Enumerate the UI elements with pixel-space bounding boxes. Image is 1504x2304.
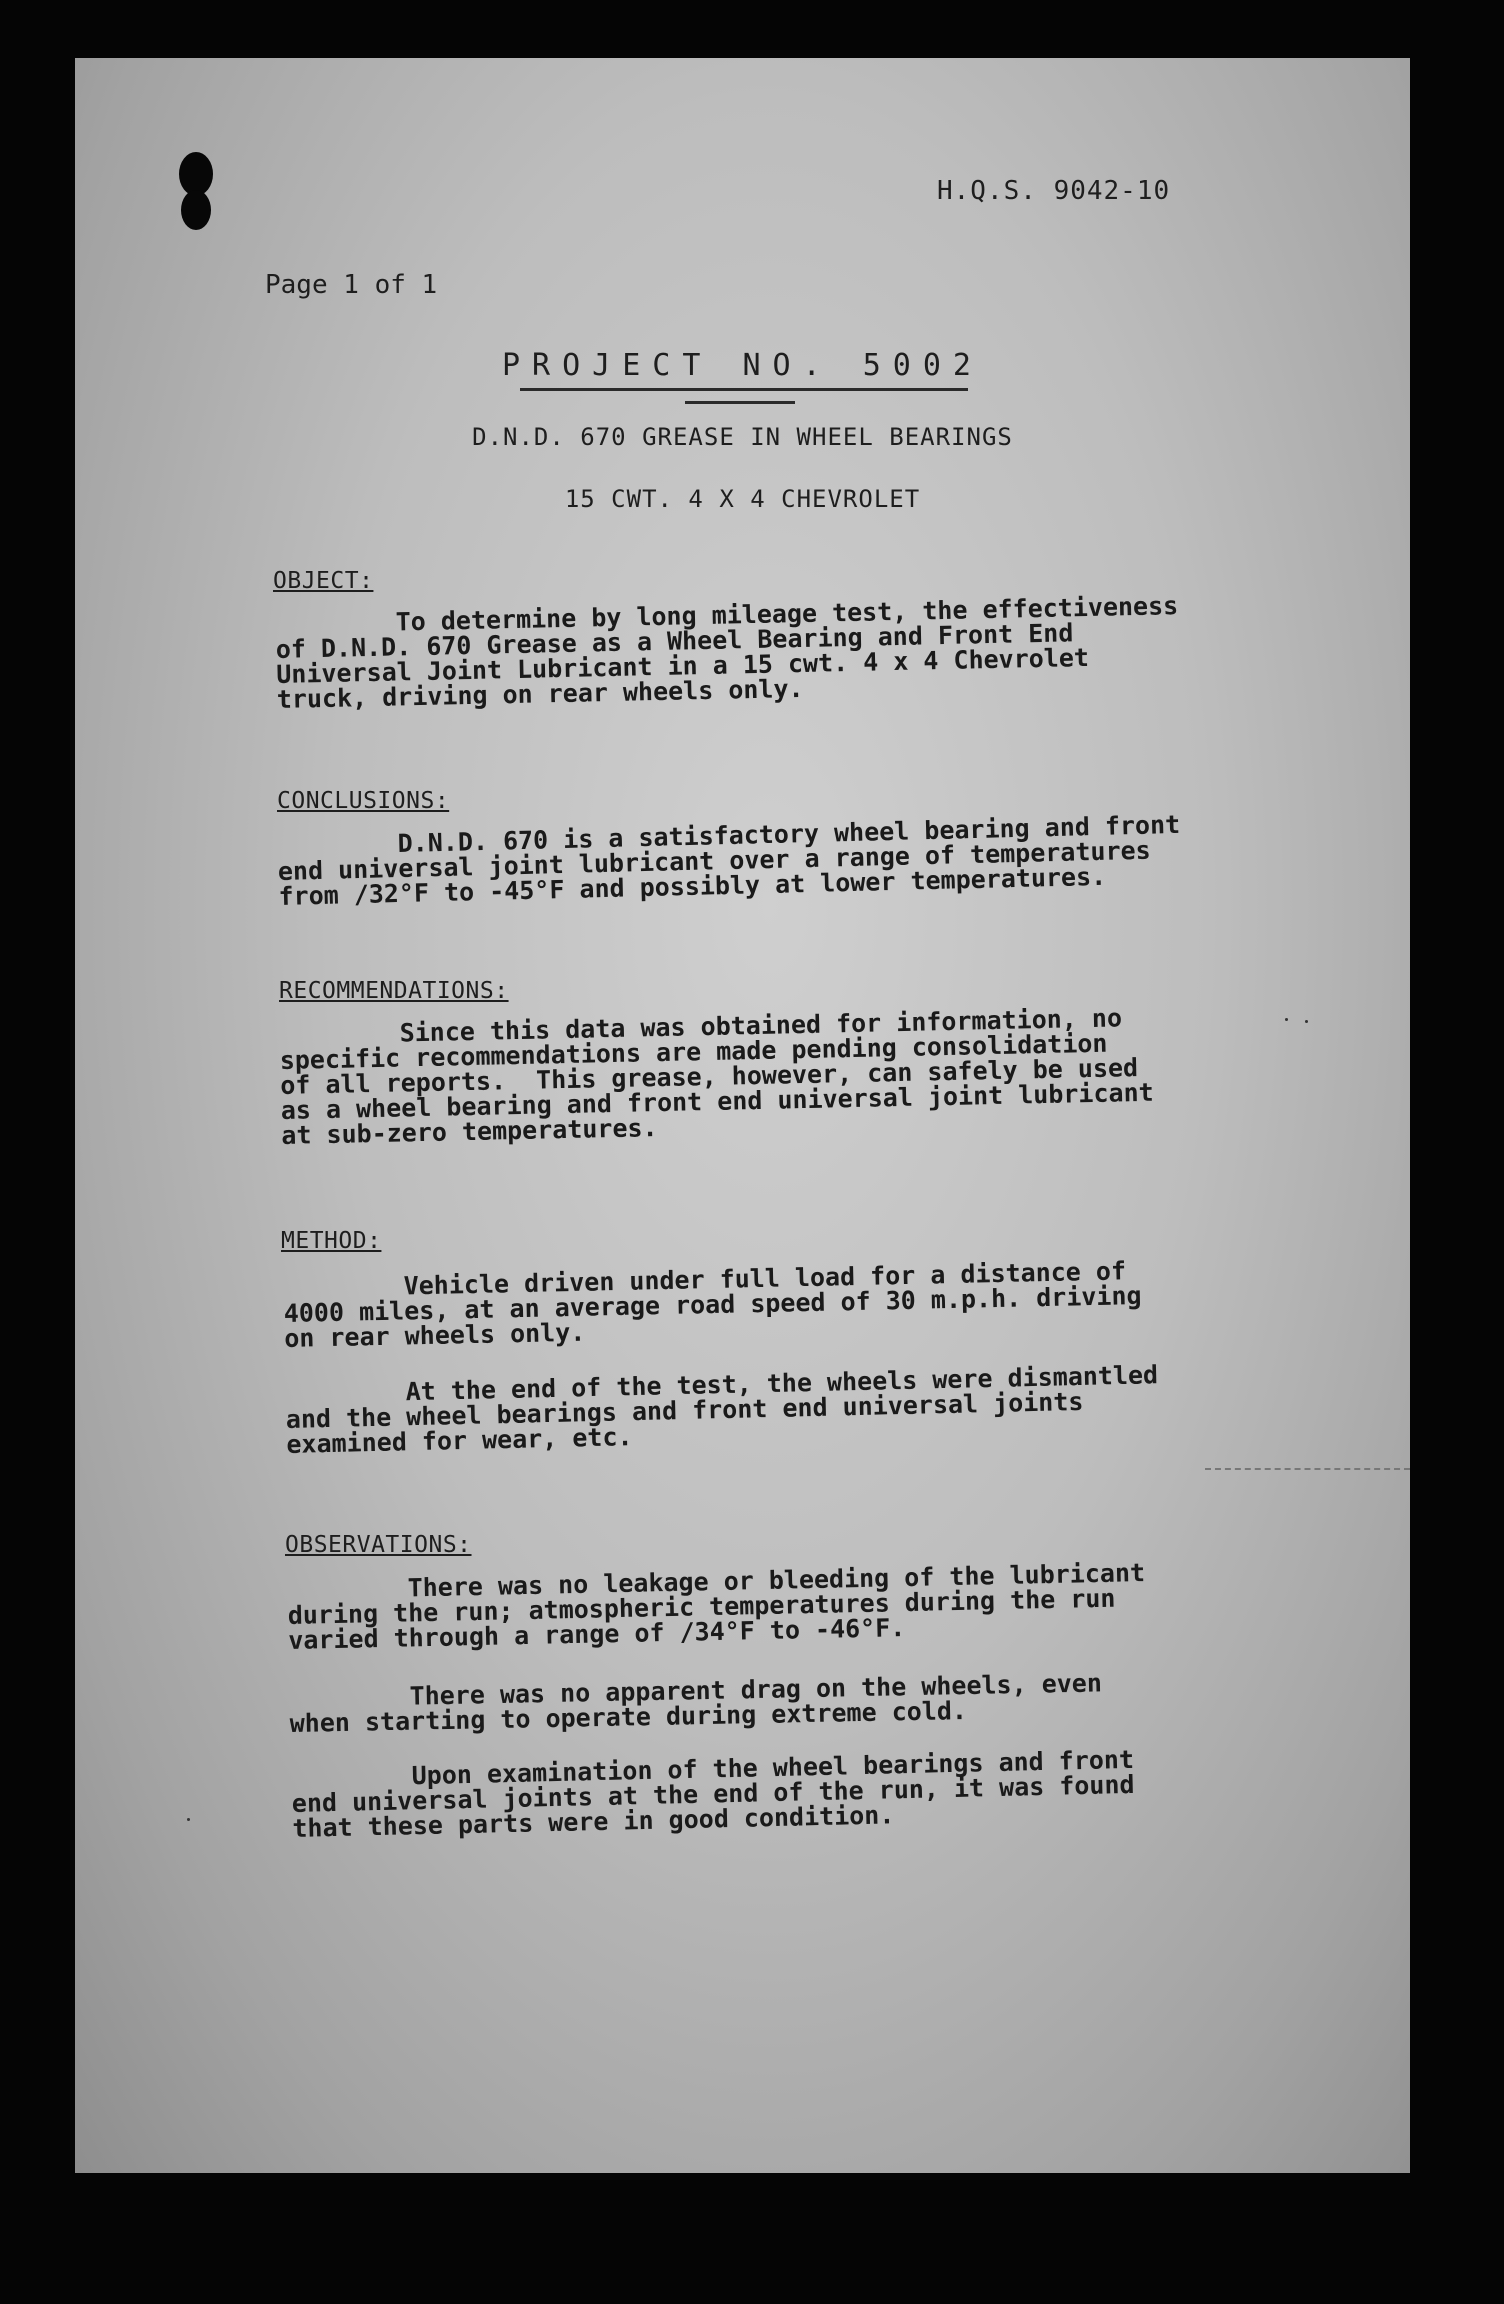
page-number: Page 1 of 1 — [265, 270, 438, 300]
file-reference: H.Q.S. 9042-10 — [937, 176, 1171, 206]
speck — [1285, 1018, 1288, 1021]
subtitle-vehicle: 15 CWT. 4 X 4 CHEVROLET — [564, 485, 921, 513]
method-text-1: Vehicle driven under full load for a distance of 4000 miles, at an average road speed of 30 m.p.h. driving on rear wheels only. — [282, 1256, 1142, 1353]
conclusions-text: D.N.D. 670 is a satisfactory wheel bearing and front end universal joint lubricant over a range of temperatures from /32°F to -45°F and possibly at lower temperatures. — [276, 809, 1181, 911]
observations-text-2: There was no apparent drag on the wheels, even when starting to operate during extreme cold. — [288, 1668, 1103, 1738]
document-page — [75, 58, 1410, 2173]
speck — [187, 1818, 190, 1821]
observations-text-3: Upon examination of the wheel bearings and front end universal joints at the end of the run, it was found that these parts were in good condition. — [290, 1744, 1135, 1843]
recommendations-heading: RECOMMENDATIONS: — [279, 978, 509, 1004]
method-heading: METHOD: — [281, 1228, 382, 1254]
object-text: To determine by long mileage test, the effectiveness of D.N.D. 670 Grease as a Wheel Bearing and Front End Universal Joint Lubricant in a 15 cwt. 4 x 4 Chevrolet truck, driving on rear wheels only. — [274, 591, 1179, 714]
speck — [1305, 1020, 1308, 1023]
punch-hole — [181, 190, 211, 230]
recommendations-text: Since this data was obtained for information, no specific recommendations are made pending consolidation of all reports. This grease, however, can safely be used as a wheel bearing and front end universal joint lubricant at sub-zero temperatures. — [278, 1003, 1154, 1150]
observations-text-1: There was no leakage or bleeding of the lubricant during the run; atmospheric temperatures during the run varied through a range of /34°F to -46°F. — [286, 1558, 1146, 1655]
project-title: PROJECT NO. 5002 — [502, 348, 983, 383]
object-heading: OBJECT: — [273, 568, 374, 594]
observations-heading: OBSERVATIONS: — [285, 1532, 472, 1558]
title-underline — [520, 388, 968, 391]
method-text-2: At the end of the test, the wheels were dismantled and the wheel bearings and front end universal joints examined for wear, etc. — [284, 1360, 1159, 1459]
title-underline-short — [685, 401, 795, 404]
conclusions-heading: CONCLUSIONS: — [277, 788, 450, 814]
subtitle-grease: D.N.D. 670 GREASE IN WHEEL BEARINGS — [472, 423, 1013, 451]
margin-mark — [1205, 1468, 1410, 1470]
